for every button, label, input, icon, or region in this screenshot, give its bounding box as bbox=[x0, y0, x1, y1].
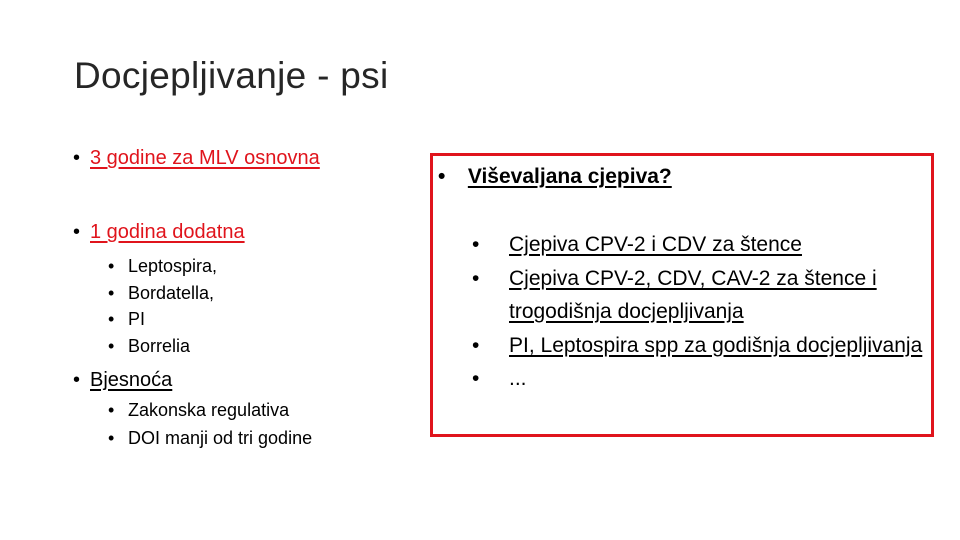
bullet-item-mlv bbox=[73, 147, 320, 170]
bullet-icon: • bbox=[73, 147, 81, 169]
sub-bullet-item bbox=[108, 256, 217, 277]
sub-bullet-item bbox=[108, 400, 289, 421]
sub-bullet-text: Borrelia bbox=[128, 336, 191, 356]
bullet-icon: • bbox=[108, 309, 115, 329]
bullet-icon: • bbox=[438, 165, 446, 188]
bullet-icon: • bbox=[108, 400, 115, 420]
bullet-icon: • bbox=[472, 266, 480, 290]
sub-bullet-item bbox=[108, 428, 312, 449]
sub-bullet-item bbox=[108, 336, 190, 357]
bullet-icon: • bbox=[73, 369, 81, 391]
bullet-icon: • bbox=[472, 333, 480, 357]
bullet-icon: • bbox=[472, 233, 480, 256]
bullet-icon: • bbox=[108, 428, 115, 448]
box-list-item bbox=[472, 228, 932, 262]
box-item-text: PI, Leptospira spp za godišnja docjepljivanja bbox=[509, 333, 923, 357]
sub-bullet-text: PI bbox=[128, 309, 146, 329]
bullet-item-bjesnoca bbox=[73, 369, 172, 392]
box-list-item bbox=[472, 262, 932, 329]
bullet-icon: • bbox=[108, 336, 115, 356]
sub-bullet-item bbox=[108, 309, 145, 330]
box-list-item bbox=[472, 329, 932, 363]
bullet-icon: • bbox=[108, 256, 115, 276]
bullet-icon: • bbox=[108, 283, 115, 303]
bullet-text: Bjesnoća bbox=[90, 369, 173, 391]
box-list-item bbox=[472, 362, 932, 396]
left-column bbox=[0, 0, 420, 540]
bullet-text: 1 godina dodatna bbox=[90, 221, 245, 243]
box-item-text: Cjepiva CPV-2 i CDV za štence bbox=[509, 233, 802, 256]
box-list bbox=[472, 228, 932, 396]
box-item-text: ... bbox=[509, 367, 527, 390]
bullet-text: 3 godine za MLV osnovna bbox=[90, 147, 320, 169]
slide-title: Docjepljivanje - psi bbox=[74, 55, 389, 96]
box-heading-text: Viševaljana cjepiva? bbox=[467, 165, 672, 188]
sub-bullet-item bbox=[108, 283, 214, 304]
box-heading bbox=[438, 165, 672, 189]
sub-bullet-text: DOI manji od tri godine bbox=[128, 428, 313, 448]
sub-bullet-text: Leptospira, bbox=[128, 256, 218, 276]
bullet-icon: • bbox=[73, 221, 81, 243]
bullet-item-dodatna bbox=[73, 221, 245, 244]
sub-bullet-text: Zakonska regulativa bbox=[128, 400, 290, 420]
box-item-text: Cjepiva CPV-2, CDV, CAV-2 za štence i trogodišnja docjepljivanja bbox=[509, 266, 877, 323]
bullet-icon: • bbox=[472, 367, 480, 390]
sub-bullet-text: Bordatella, bbox=[128, 283, 215, 303]
